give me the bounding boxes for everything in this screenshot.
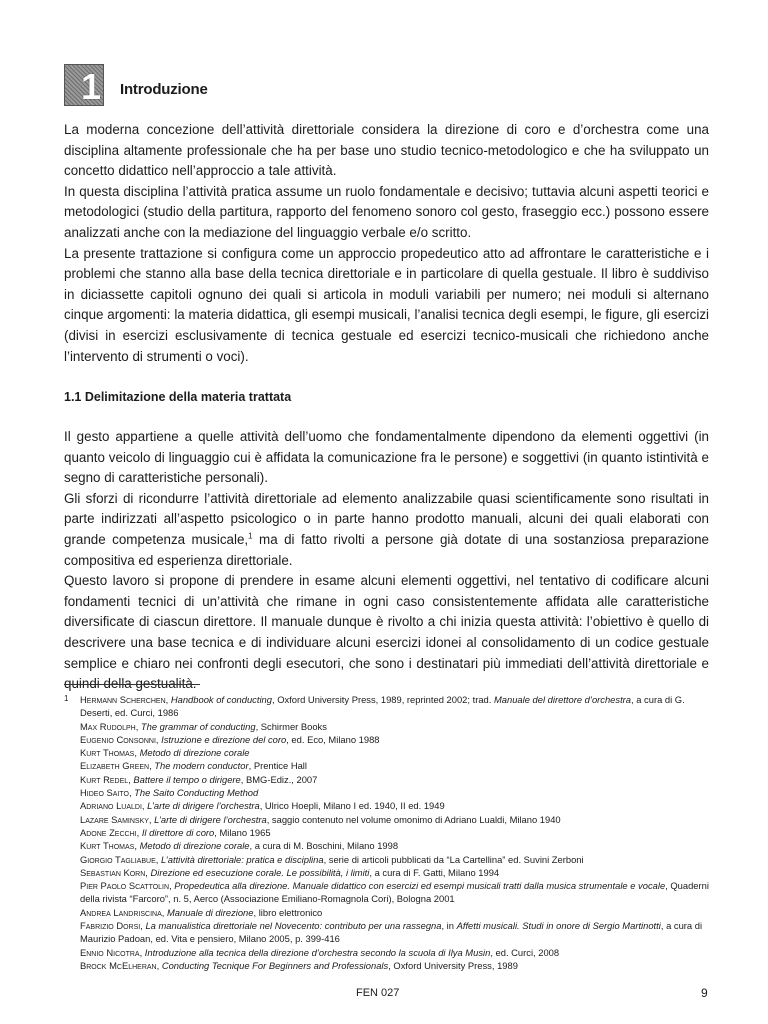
footnote-detail: , Ulrico Hoepli, Milano I ed. 1940, II ed. 1949 xyxy=(259,800,445,812)
footnote-mark: 1 xyxy=(64,694,69,703)
footnote-entry: Ennio Nicotra, Introduzione alla tecnica della direzione d’orchestra secondo la scuola di Ilya Musin, ed. Curci, 2008 xyxy=(80,946,560,958)
footnote-title: Il direttore di coro xyxy=(141,826,215,838)
footnote-author: Max Rudolph xyxy=(80,720,136,732)
footnote-entry: Giorgio Tagliabue, L’attività direttoriale: pratica e disciplina, serie di articoli pubblicati da “La Cartellina” ed. Suvini Zerboni xyxy=(80,853,584,865)
footnote-entry: Pier Paolo Scattolin, Propedeutica alla direzione. Manuale didattico con esercizi ed esempi musicali tratti dalla musica strumentale e vocale, Quaderni della rivista “Farcoro”, n. 5, Aerco (Associazione Emiliano-Romagnola Cori), Bologna 2001 xyxy=(80,880,709,905)
footnote-detail: , a cura di Maurizio Padoan, ed. Vita e pensiero, Milano 2005, p. 399-416 xyxy=(80,920,703,945)
intro-paragraph: La moderna concezione dell’attività direttoriale considera la direzione di coro e d’orchestra come una disciplina altamente professionale che ha per base uno studio tecnico-metodologico e che ha sviluppato un concetto didattico nell’approccio a tale attività. xyxy=(64,122,709,179)
footnote-entry: Adriano Lualdi, L’arte di dirigere l’orchestra, Ulrico Hoepli, Milano I ed. 1940, II ed. 1949 xyxy=(80,800,445,812)
chapter-number-box xyxy=(64,64,104,106)
footnote-entry: Andrea Landriscina, Manuale di direzione, libro elettronico xyxy=(80,906,323,918)
footnote-title: Istruzione e direzione del coro xyxy=(161,733,287,745)
footnote-detail: , in xyxy=(441,920,457,932)
footnote-entry: Hideo Saito, The Saito Conducting Method xyxy=(80,787,259,799)
intro-paragraph: In questa disciplina l’attività pratica assume un ruolo fondamentale e decisivo; tuttavia alcuni aspetti teorici e metodologici (studio della partitura, rapporto del fenomeno sonoro col gesto, fraseggio ecc.) possono essere analizzati anche con la mediazione del linguaggio verbale e/o scritto. xyxy=(64,183,709,240)
footnote-author: Fabrizio Dorsi xyxy=(80,920,141,932)
paragraph-text: Gli sforzi di ricondurre l’attività direttoriale ad elemento analizzabile quasi scientificamente sono risultati in parte indirizzati all’aspetto psicologico o in parte hanno prodotto manuali, alcuni dei quali elaborati con grande competenza musicale, xyxy=(64,490,709,547)
footnote-entry: Sebastian Korn, Direzione ed esecuzione corale. Le possibilità, i limiti, a cura di F. Gatti, Milano 1994 xyxy=(80,866,500,878)
footnote-author: Kurt Redel xyxy=(80,773,129,785)
footnote-author: Adriano Lualdi xyxy=(80,800,142,812)
footnote-entry: Kurt Redel, Battere il tempo o dirigere, BMG-Ediz., 2007 xyxy=(80,773,318,785)
footnote-list xyxy=(64,693,714,972)
footnote-entry: Fabrizio Dorsi, La manualistica direttoriale nel Novecento: contributo per una rassegna, in Affetti musicali. Studi in onore di Sergio Martinotti, a cura di Maurizio Padoan, ed. Vita e pensiero, Milano 2005, p. 399-416 xyxy=(80,920,703,945)
footnote-title: L’arte di dirigere l’orchestra xyxy=(154,813,267,825)
footnote-entry: Elizabeth Green, The modern conductor, Prentice Hall xyxy=(80,760,307,772)
chapter-number: 1 xyxy=(80,66,101,107)
section-paragraph: Questo lavoro si propone di prendere in esame alcuni elementi oggettivi, nel tentativo di codificare alcuni fondamenti tecnici di un’attività che rimane in ogni caso consistentemente affidata alle caratteristiche diversificate di ciascun direttore. Il manuale dunque è rivolto a chi inizia questa attività: l’obiettivo è quello di descrivere una base tecnica e di individuare alcuni esercizi idonei al consolidamento di un codice gestuale semplice e chiaro nei confronti degli esecutori, che sono i destinatari più immediati dell’attività direttoriale e quindi della gestualità. xyxy=(64,573,709,692)
footnote-entry: Kurt Thomas, Metodo di direzione corale, a cura di M. Boschini, Milano 1998 xyxy=(80,840,399,852)
footnote-title: The modern conductor xyxy=(154,760,249,772)
footnote-author: Andrea Landriscina xyxy=(80,906,162,918)
section-text xyxy=(64,427,709,695)
footnote-author: Giorgio Tagliabue xyxy=(80,853,156,865)
footnote-title: Conducting Tecnique For Beginners and Professionals xyxy=(161,959,389,971)
footnote-detail: , Milano 1965 xyxy=(214,826,271,838)
footnote-author: Eugenio Consonni xyxy=(80,733,156,745)
footnote-author: Brock McElheran xyxy=(80,959,157,971)
footnote-author: Hermann Scherchen xyxy=(80,694,166,705)
footnote-title: La manualistica direttoriale nel Novecento: contributo per una rassegna xyxy=(145,920,442,932)
chapter-title: Introduzione xyxy=(120,80,208,98)
footnote-detail: , ed. Curci, 2008 xyxy=(490,946,560,958)
footnote-entry: Lazare Saminsky, L’arte di dirigere l’orchestra, saggio contenuto nel volume omonimo di Adriano Lualdi, Milano 1940 xyxy=(80,813,561,825)
intro-text xyxy=(64,120,709,367)
footnote-detail: , Schirmer Books xyxy=(255,720,327,732)
footnote-title: Battere il tempo o dirigere xyxy=(133,773,241,785)
footnote-detail: , a cura di G. Deserti, ed. Curci, 1986 xyxy=(80,694,685,719)
footnote-detail: , Prentice Hall xyxy=(248,760,307,772)
footnote-title: Manuale di direzione xyxy=(166,906,254,918)
footnote-detail: , a cura di M. Boschini, Milano 1998 xyxy=(249,840,399,852)
footnote-title: Direzione ed esecuzione corale. Le possibilità, i limiti xyxy=(150,866,370,878)
footnote-title: L’arte di dirigere l’orchestra xyxy=(147,800,260,812)
footnote-author: Hideo Saito xyxy=(80,787,129,799)
footnote-detail: , BMG-Ediz., 2007 xyxy=(240,773,318,785)
footnote-entry: Brock McElheran, Conducting Tecnique For Beginners and Professionals, Oxford University Press, 1989 xyxy=(80,959,518,971)
footnote-author: Lazare Saminsky xyxy=(80,813,149,825)
footnote-title: The grammar of conducting xyxy=(140,720,256,732)
footnote-detail: , a cura di F. Gatti, Milano 1994 xyxy=(369,866,500,878)
footnote-title: Propedeutica alla direzione. Manuale didattico con esercizi ed esempi musicali tratti dalla musica strumentale e vocale xyxy=(174,880,666,892)
footnote-title: Manuale del direttore d’orchestra xyxy=(493,694,632,705)
footnote-author: Elizabeth Green xyxy=(80,760,150,772)
footnote-entry: Kurt Thomas, Metodo di direzione corale xyxy=(80,747,250,759)
footnote-title: The Saito Conducting Method xyxy=(134,787,259,799)
footnote-author: Pier Paolo Scattolin xyxy=(80,880,170,892)
footnote-entry: Adone Zecchi, Il direttore di coro, Milano 1965 xyxy=(80,826,271,838)
footnote-reference[interactable]: 1 xyxy=(248,531,253,541)
footnote-detail: , Oxford University Press, 1989 xyxy=(388,959,518,971)
page-number: 9 xyxy=(701,986,708,1000)
footnote-detail: , Oxford University Press, 1989, reprinted 2002; trad. xyxy=(271,694,494,705)
footer-code: FEN 027 xyxy=(356,987,400,999)
footnote-detail: , Quaderni della rivista “Farcoro”, n. 5, Aerco (Associazione Emiliano-Romagnola Cori), Bologna 2001 xyxy=(80,880,709,905)
footnote-detail: , saggio contenuto nel volume omonimo di Adriano Lualdi, Milano 1940 xyxy=(266,813,561,825)
footnote-author: Kurt Thomas xyxy=(80,840,135,852)
footnote-author: Adone Zecchi xyxy=(80,826,137,838)
footnote-entry: Hermann Scherchen, Handbook of conducting, Oxford University Press, 1989, reprinted 2002; trad. Manuale del direttore d’orchestra, a cura di G. Deserti, ed. Curci, 1986 xyxy=(80,694,685,719)
paragraph-text: ma di fatto rivolti a persone già dotate di una sostanziosa preparazione compositiva ed esperienza direttoriale. xyxy=(64,531,709,568)
footnote-title: Metodo di direzione corale xyxy=(139,840,250,852)
footnote-detail: , ed. Eco, Milano 1988 xyxy=(286,733,380,745)
footnote-author: Kurt Thomas xyxy=(80,747,135,759)
chapter-heading xyxy=(64,64,208,106)
section-paragraph xyxy=(64,489,709,571)
footnote-detail: , serie di articoli pubblicati da “La Cartellina” ed. Suvini Zerboni xyxy=(323,853,584,865)
intro-paragraph: La presente trattazione si configura come un approccio propedeutico atto ad affrontare le caratteristiche e i problemi che stanno alla base della tecnica direttoriale e in particolare di quella gestuale. Il libro è suddiviso in diciassette capitoli ognuno dei quali si articola in moduli variabili per numero; nei moduli si alternano cinque argomenti: la materia didattica, gli esempi musicali, l’analisi tecnica degli esempi, le figure, gli esercizi (divisi in esercizi esclusivamente di tecnica gestuale ed esercizi tecnico-musicali che richiedono anche l’intervento di strumenti o voci). xyxy=(64,245,709,364)
footnote-entry: Eugenio Consonni, Istruzione e direzione del coro, ed. Eco, Milano 1988 xyxy=(80,733,380,745)
footnote-title: Affetti musicali. Studi in onore di Sergio Martinotti xyxy=(456,920,661,932)
section-paragraph: Il gesto appartiene a quelle attività dell’uomo che fondamentalmente dipendono da elementi oggettivi (in quanto veicolo di linguaggio cui è affidata la comunicazione fra le persone) e soggettivi (in quanto istintività e segno di caratteristiche personali). xyxy=(64,429,709,486)
footnote-title: Handbook of conducting xyxy=(170,694,272,705)
section-title: 1.1 Delimitazione della materia trattata xyxy=(64,390,292,404)
footnote-title: Introduzione alla tecnica della direzione d’orchestra secondo la scuola di Ilya Musin xyxy=(144,946,491,958)
footnotes xyxy=(64,693,714,972)
footnote-author: Ennio Nicotra xyxy=(80,946,140,958)
footnote-title: Metodo di direzione corale xyxy=(139,747,250,759)
footnote-divider xyxy=(64,684,200,685)
footnote-detail: , libro elettronico xyxy=(253,906,323,918)
footnote-entry: Max Rudolph, The grammar of conducting, Schirmer Books xyxy=(80,720,327,732)
footnote-author: Sebastian Korn xyxy=(80,866,146,878)
footnote-title: L’attività direttoriale: pratica e disciplina xyxy=(160,853,324,865)
